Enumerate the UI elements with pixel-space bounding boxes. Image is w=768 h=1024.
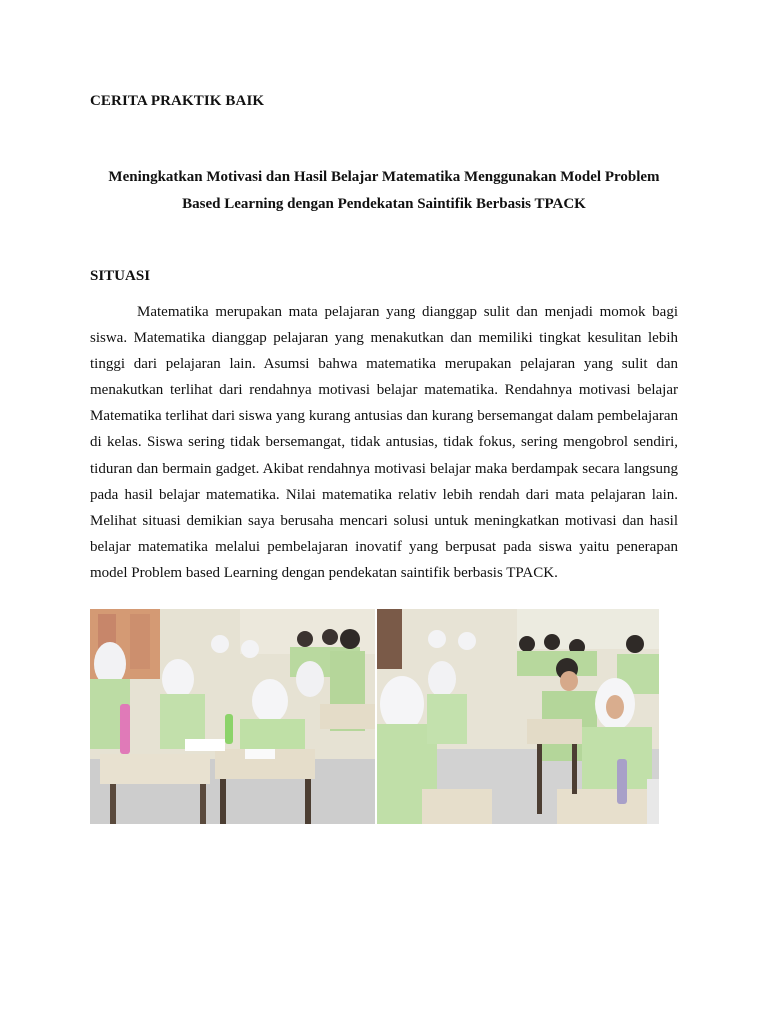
- classroom-photo-right: [377, 609, 659, 824]
- classroom-photo-left: [90, 609, 375, 824]
- section-heading: SITUASI: [90, 268, 151, 284]
- classroom-photo-left-image: [90, 609, 375, 824]
- classroom-photo-right-image: [377, 609, 659, 824]
- document-heading: CERITA PRAKTIK BAIK: [90, 93, 265, 109]
- title-line-1: Meningkatkan Motivasi dan Hasil Belajar Matematika Menggunakan Model Problem: [108, 169, 660, 185]
- body-paragraph: Matematika merupakan mata pelajaran yang dianggap sulit dan menjadi momok bagi siswa. Matematika dianggap pelajaran yang menakutkan dan memiliki tingkat kesulitan lebih tinggi dari pelajaran lain. Asumsi bahwa matematika merupakan pelajaran yang sulit dan menakutkan terlihat dari rendahnya motivasi belajar matematika. Rendahnya motivasi belajar Matematika terlihat dari siswa yang kurang antusias dan kurang bersemangat dalam pembelajaran di kelas. Siswa sering tidak bersemangat, tidak antusias, tidak fokus, sering mengobrol sendiri, tiduran dan bermain gadget. Akibat rendahnya motivasi belajar maka berdampak secara langsung pada hasil belajar matematika. Nilai matematika relativ lebih rendah dari mata pelajaran lain. Melihat situasi demikian saya berusaha mencari solusi untuk meningkatkan motivasi dan hasil belajar matematika melalui pembelajaran inovatif yang berpusat pada siswa yaitu penerapan model Problem based Learning dengan pendekatan saintifik berbasis TPACK.: [90, 304, 678, 581]
- title-line-2: Based Learning dengan Pendekatan Saintifik Berbasis TPACK: [182, 196, 586, 212]
- document-title: [90, 164, 678, 218]
